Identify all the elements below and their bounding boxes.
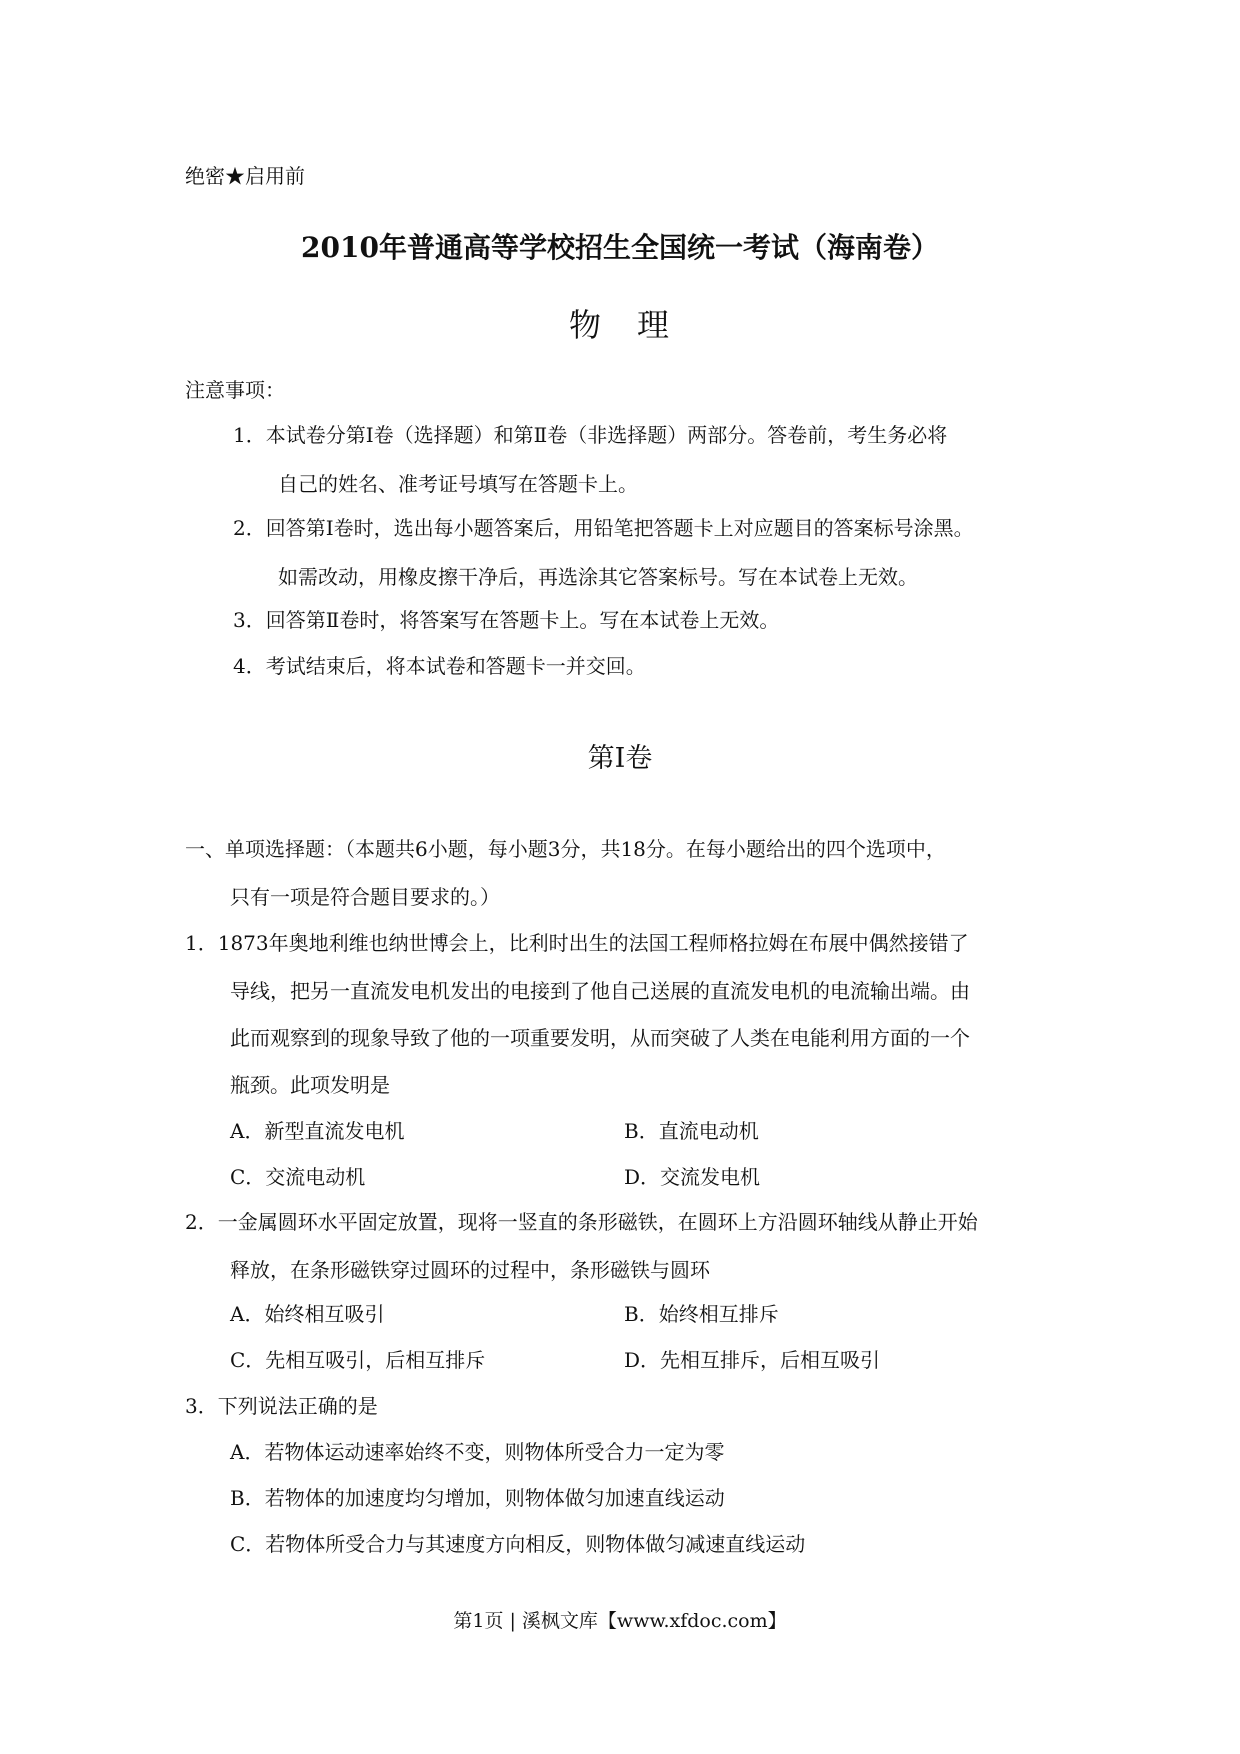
note-item-1-line2: 自己的姓名、准考证号填写在答题卡上。 [278, 472, 638, 496]
note-item-2-line1: 2．回答第Ⅰ卷时，选出每小题答案后，用铅笔把答题卡上对应题目的答案标号涂黑。 [233, 516, 974, 540]
question-1-option-d: D．交流发电机 [624, 1165, 761, 1189]
volume-title: 第Ⅰ卷 [587, 743, 653, 774]
question-2-line1: 2．一金属圆环水平固定放置，现将一竖直的条形磁铁，在圆环上方沿圆环轴线从静止开始 [185, 1210, 978, 1234]
question-3-option-c: C．若物体所受合力与其速度方向相反，则物体做匀减速直线运动 [230, 1532, 806, 1556]
section-heading-line2: 只有一项是符合题目要求的。） [230, 885, 500, 909]
question-2-line2: 释放，在条形磁铁穿过圆环的过程中，条形磁铁与圆环 [230, 1258, 710, 1282]
page-footer: 第1页 | 溪枫文库【www.xfdoc.com】 [453, 1610, 787, 1632]
question-1-line3: 此而观察到的现象导致了他的一项重要发明，从而突破了人类在电能利用方面的一个 [230, 1026, 970, 1050]
question-1-line1: 1．1873年奥地利维也纳世博会上，比利时出生的法国工程师格拉姆在布展中偶然接错了 [185, 931, 969, 955]
secret-label: 绝密★启用前 [185, 164, 305, 188]
question-1-line2: 导线，把另一直流发电机发出的电接到了他自己送展的直流发电机的电流输出端。由 [230, 979, 970, 1003]
question-2-option-c: C．先相互吸引，后相互排斥 [230, 1348, 486, 1372]
question-2-option-a: A．始终相互吸引 [230, 1302, 385, 1326]
question-3-option-b: B．若物体的加速度均匀增加，则物体做匀加速直线运动 [230, 1486, 725, 1510]
section-heading-line1: 一、单项选择题：（本题共6小题，每小题3分，共18分。在每小题给出的四个选项中， [185, 837, 946, 861]
question-3-line1: 3．下列说法正确的是 [185, 1394, 378, 1418]
notes-heading: 注意事项： [185, 378, 285, 402]
note-item-1-line1: 1．本试卷分第Ⅰ卷（选择题）和第Ⅱ卷（非选择题）两部分。答卷前，考生务必将 [233, 423, 948, 447]
note-item-3: 3．回答第Ⅱ卷时，将答案写在答题卡上。写在本试卷上无效。 [233, 608, 780, 632]
question-3-option-a: A．若物体运动速率始终不变，则物体所受合力一定为零 [230, 1440, 725, 1464]
question-1-option-a: A．新型直流发电机 [230, 1119, 405, 1143]
question-2-option-d: D．先相互排斥，后相互吸引 [624, 1348, 881, 1372]
note-item-2-line2: 如需改动，用橡皮擦干净后，再选涂其它答案标号。写在本试卷上无效。 [278, 565, 918, 589]
exam-title: 2010年普通高等学校招生全国统一考试（海南卷） [301, 231, 939, 264]
question-1-option-c: C．交流电动机 [230, 1165, 366, 1189]
question-2-option-b: B．始终相互排斥 [624, 1302, 779, 1326]
subject-title: 物 理 [568, 306, 671, 344]
note-item-4: 4．考试结束后，将本试卷和答题卡一并交回。 [233, 654, 646, 678]
question-1-line4: 瓶颈。此项发明是 [230, 1073, 390, 1097]
question-1-option-b: B．直流电动机 [624, 1119, 759, 1143]
